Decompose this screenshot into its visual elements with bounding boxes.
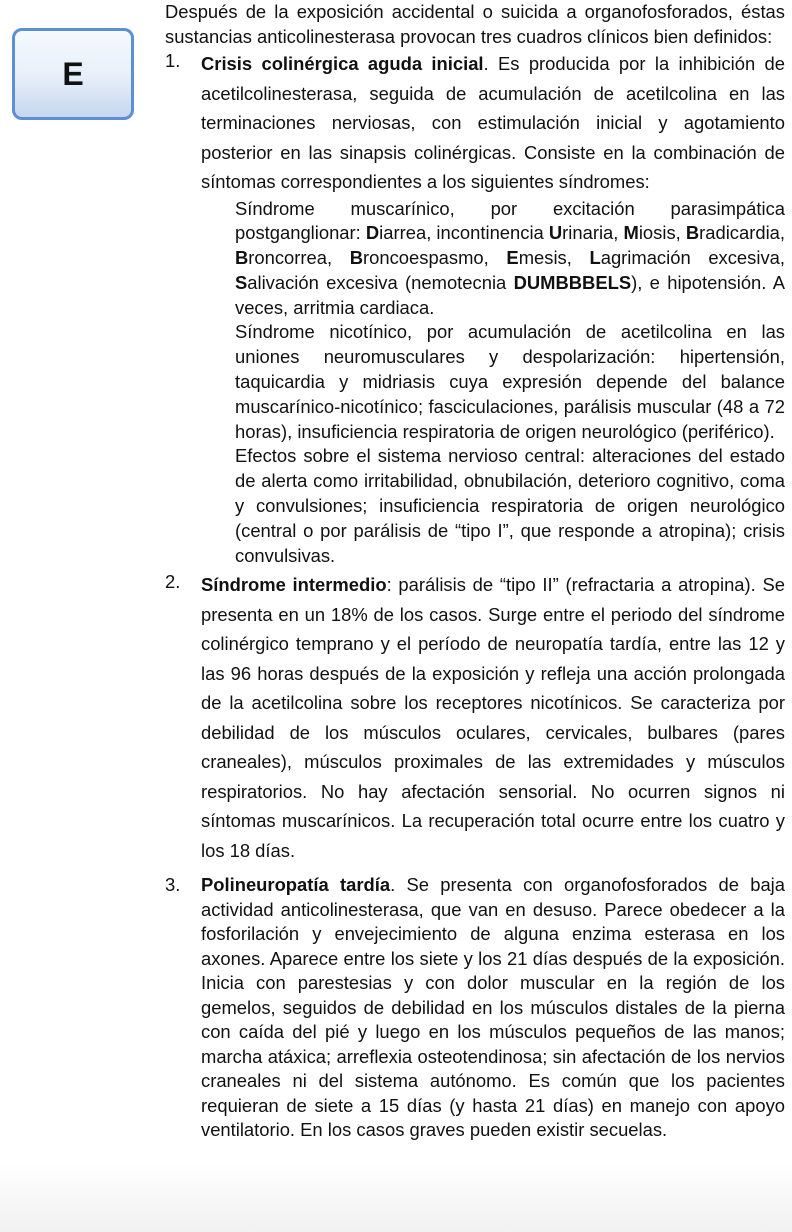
item-paragraph bbox=[201, 873, 785, 1143]
page-bottom-shade bbox=[0, 1162, 792, 1232]
item-title: Crisis colinérgica aguda inicial bbox=[201, 53, 484, 74]
item-body: . Se presenta con organofosforados de baja actividad anticolinesterasa, que van en desuso. Parece obedecer a la fosforilación y envejecimiento de alguna enzima esterasa en los axones. Aparece entre los siete y los 21 días después de la exposición. Inicia con parestesias y con dolor muscular en la región de los gemelos, seguidos de debilidad en los músculos distales de la pierna con caída del pié y luego en los músculos pequeños de las manos; marcha atáxica; arreflexia osteotendinosa; sin afectación de los nervios craneales ni del sistema autónomo. Es común que los pacientes requieran de siete a 15 días (y hasta 21 días) en manejo con apoyo ventilatorio. En los casos graves pueden existir secuelas. bbox=[201, 874, 785, 1141]
item-title: Síndrome intermedio bbox=[201, 574, 387, 596]
mnemonic: DUMBBBELS bbox=[513, 271, 632, 293]
list-item bbox=[165, 570, 785, 865]
list-item bbox=[165, 873, 785, 1143]
list-item bbox=[165, 49, 785, 568]
item-body: . Es producida por la inhibición de acetilcolinesterasa, seguida de acumulación de acetilcolina en las terminaciones nerviosas, con estimulación inicial y agotamiento posterior en las sinapsis colinérgicas. Consiste en la combinación de síntomas correspondientes a los siguientes síndromes: bbox=[201, 53, 786, 192]
sub-item-muscarinic: Síndrome muscarínico, por excitación parasimpática postganglionar: Diarrea, incontinencia Urinaria, Miosis, Bradicardia, Broncorrea, Broncoespasmo, Emesis, Lagrimación excesiva, Salivación excesiva (nemotecnia DUMBBBELS), e hipotensión. A veces, arritmia cardiaca. bbox=[235, 197, 786, 318]
item-body: : parálisis de “tipo II” (refractaria a atropina). Se presenta en un 18% de los casos. Surge entre el periodo del síndrome colinérgico temprano y el período de neuropatía tardía, entre las 12 y las 96 horas después de la exposición y refleja una acción prolongada de la acetilcolina sobre los receptores nicotínicos. Se caracteriza por debilidad de los músculos oculares, cervicales, bulbares (pares craneales), músculos proximales de las extremidades y músculos respiratorios. No hay afectación sensorial. No ocurren signos ni síntomas muscarínicos. La recuperación total ocurre entre los cuatro y los 18 días. bbox=[201, 574, 786, 861]
item-number: 2. bbox=[165, 571, 181, 593]
clinical-list bbox=[165, 49, 785, 1143]
item-paragraph bbox=[201, 49, 785, 197]
item-number: 3. bbox=[165, 874, 181, 896]
item-paragraph bbox=[201, 570, 785, 865]
item-number: 1. bbox=[165, 50, 181, 71]
section-badge bbox=[12, 28, 134, 120]
sub-item-cns: Efectos sobre el sistema nervioso central: alteraciones del estado de alerta como irritabilidad, obnubilación, deterioro cognitivo, coma y convulsiones; insuficiencia respiratoria de origen neurológico (central o por parálisis de “tipo I”, que responde a atropina); crisis convulsivas. bbox=[235, 445, 785, 566]
item-title: Polineuropatía tardía bbox=[201, 874, 391, 896]
document-body bbox=[165, 0, 785, 1143]
syndrome-list bbox=[235, 197, 785, 569]
sub-item-nicotinic: Síndrome nicotínico, por acumulación de acetilcolina en las uniones neuromusculares y despolarización: hipertensión, taquicardia y midriasis cuya expresión depende del balance muscarínico-nicotínico; fasciculaciones, parálisis muscular (48 a 72 horas), insuficiencia respiratoria de origen neurológico (periférico). bbox=[235, 321, 785, 442]
intro-paragraph: Después de la exposición accidental o suicida a organofosforados, éstas sustancias anticolinesterasa provocan tres cuadros clínicos bien definidos: bbox=[165, 1, 785, 47]
section-letter: E bbox=[62, 55, 84, 92]
